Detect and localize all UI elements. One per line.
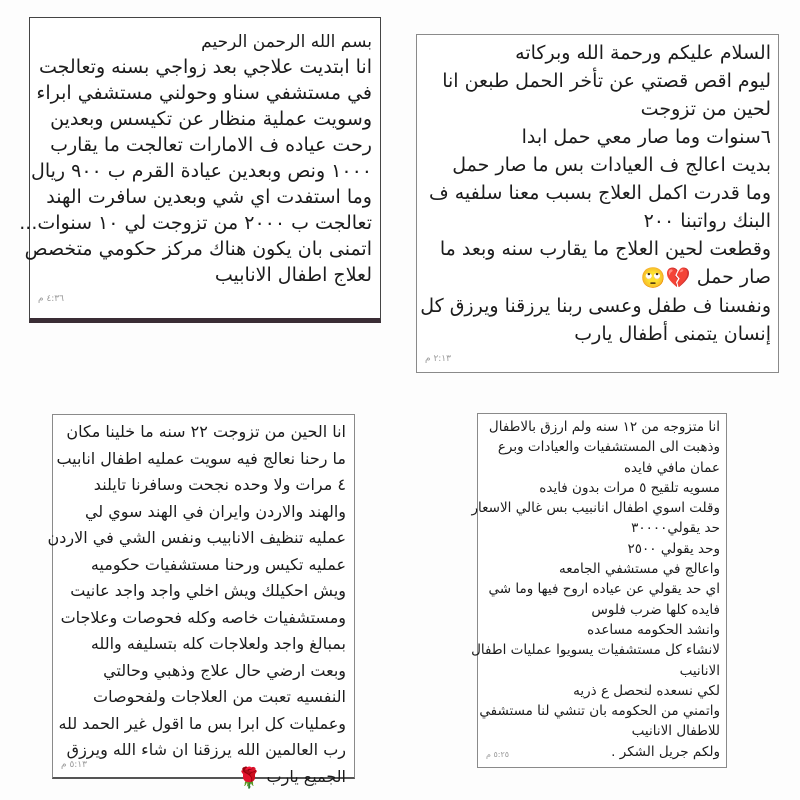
text-line: عمليه تكيس ورحنا مستشفيات حكوميه <box>90 554 346 574</box>
message-card-4 <box>471 413 727 768</box>
text-line: عمليه تنظيف الانابيب ونفس الشي في الاردن <box>47 528 346 547</box>
text-line: لكي نسعده لنحصل ع ذريه <box>573 682 720 699</box>
text-line: فايده كلها ضرب فلوس <box>591 601 720 618</box>
text-line: ولكم جريل الشكر . <box>611 743 720 760</box>
text-line-with-emoji <box>423 263 771 292</box>
text-line: واعالج في مستشفي الجامعه <box>559 561 720 578</box>
message-card-2 <box>416 34 779 373</box>
message-timestamp: ٥:١٣ م <box>61 760 87 770</box>
text-line: لحين من تزوجت <box>640 98 771 120</box>
text-line: وذهبت الى المستشفيات والعيادات وبرع <box>497 439 720 456</box>
text-line-with-emoji <box>59 764 346 791</box>
text-line: ما رحنا نعالج فيه سويت عمليه اطفال انابيب <box>56 448 346 468</box>
text-line: تعالجت ب ٢٠٠٠ من تزوجت لي ١٠ سنوات... <box>19 212 372 234</box>
message-text <box>420 39 771 348</box>
message-timestamp: ٤:٣٦ م <box>38 294 64 304</box>
text-line: وما استفدت اي شي وبعدين سافرت الهند <box>46 186 372 208</box>
broken-heart-icon: 💔 <box>665 265 691 290</box>
text-line: ويش احكيلك ويش اخلي واجد واجد عانيت <box>70 581 346 600</box>
text-line: انا الحين من تزوجت ٢٢ سنه ما خلينا مكان <box>66 422 346 441</box>
text-line: بديت اعالج ف العيادات بس ما صار حمل <box>452 154 771 176</box>
text-segment: صار حمل <box>696 266 771 288</box>
text-line: الانانيب <box>679 662 720 679</box>
text-line: بسم الله الرحمن الرحيم <box>201 32 372 52</box>
text-line: السلام عليكم ورحمة الله وبركاته <box>515 42 771 64</box>
text-line: ١٠٠٠ ونص وبعدين عيادة القرم ب ٩٠٠ ريال <box>31 160 372 182</box>
text-line: اتمنى بان يكون هناك مركز حكومي متخصص <box>24 238 372 260</box>
text-line: في مستشفي سناو وحولني مستشفي ابراء <box>36 82 372 104</box>
text-line: وبعت ارضي حال علاج وذهبي وحالتي <box>103 660 346 680</box>
text-line: وانشد الحكومه مساعده <box>587 621 720 638</box>
text-line: إنسان يتمنى أطفال يارب <box>574 322 771 345</box>
text-line: ٦سنوات وما صار معي حمل ابدا <box>521 126 771 148</box>
rolling-eyes-face-icon: 🙄 <box>640 265 666 290</box>
text-line: ليوم اقص قصتي عن تأخر الحمل طبعن انا <box>442 70 771 92</box>
text-line: لانشاء كل مستشفيات يسويوا عمليات اطفال <box>471 642 720 659</box>
text-line: بمبالغ واجد ولعلاجات كله بتسليفه والله <box>90 634 346 653</box>
message-text <box>47 419 346 790</box>
message-timestamp: ٥:٢٥ م <box>486 750 510 759</box>
message-card-3 <box>47 414 355 789</box>
text-line: لعلاج اطفال الانابيب <box>214 264 372 286</box>
text-line: واتمني من الحكومه بان تنشي لنا مستشفي <box>479 703 720 720</box>
text-segment: الجميع يارب <box>266 766 346 786</box>
text-line: انا ابتديت علاجي بعد زواجي بسنه وتعالجت <box>39 56 372 78</box>
text-line: رحت عياده ف الامارات تعالجت ما يقارب <box>50 134 372 156</box>
text-line: للاطفال الانانيب <box>631 723 720 740</box>
text-line: ونفسنا ف طفل وعسى ربنا يرزقنا ويرزق كل <box>420 294 771 317</box>
text-line: وقطعت لحين العلاج ما يقارب سنه وبعد ما <box>439 238 771 260</box>
text-line: ومستشفيات خاصه وكله فحوصات وعلاجات <box>60 607 346 627</box>
text-line: مسويه تلقيح ٥ مرات بدون فايده <box>539 479 720 496</box>
text-line: وقلت اسوي اطفال انانبيب بس غالي الاسعار <box>471 500 720 517</box>
text-line: اي حد يقولي عن عياده اروح فيها وما شي <box>488 581 720 598</box>
text-line: والهند والاردن وايران في الهند سوي لي <box>84 501 346 521</box>
text-line: عمان مافي فايده <box>623 459 720 476</box>
text-line: وسويت عملية منظار عن تكيسس وبعدين <box>50 108 372 130</box>
message-timestamp: ٢:١٣ م <box>425 354 451 364</box>
rose-icon: 🌹 <box>236 764 262 789</box>
message-text <box>471 417 720 762</box>
text-line: وحد يقولي ٢٥٠٠ <box>627 540 720 557</box>
text-line: انا متزوجه من ١٢ سنه ولم ارزق بالاطفال <box>488 419 720 435</box>
text-line: وعمليات كل ابرا بس ما اقول غير الحمد لله <box>58 713 346 733</box>
text-line: النفسيه تعبت من العلاجات ولفحوصات <box>93 687 346 706</box>
message-text <box>19 30 372 288</box>
text-line: حد يقولي٣٠٠٠٠ <box>631 520 720 537</box>
text-line: رب العالمين الله يرزقنا ان شاء الله ويرزق <box>66 740 346 759</box>
text-line: وما قدرت اكمل العلاج بسبب معنا سلفيه ف <box>429 182 771 204</box>
text-line: البنك رواتبنا ٢٠٠ <box>643 210 771 232</box>
message-card-1 <box>19 17 381 323</box>
text-line: ٤ مرات ولا وحده نجحت وسافرنا تايلند <box>93 475 346 494</box>
